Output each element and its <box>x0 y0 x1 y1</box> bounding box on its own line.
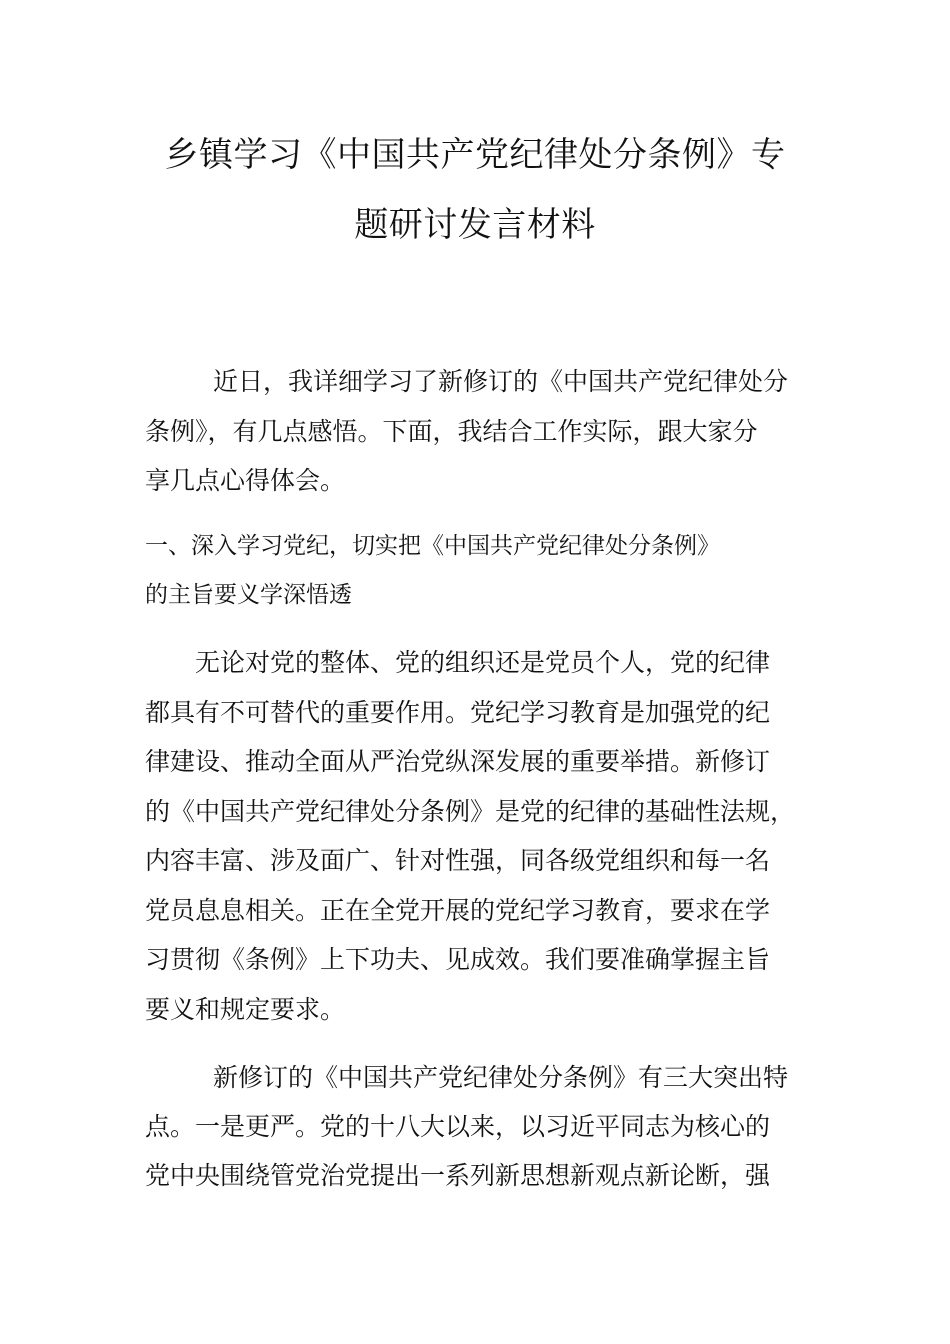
paragraph-2-line-4: 的《中国共产党纪律处分条例》是党的纪律的基础性法规， <box>145 797 796 826</box>
paragraph-3-line-1: 新修订的《中国共产党纪律处分条例》有三大突出特 <box>213 1063 789 1092</box>
document-title-line-2: 题研讨发言材料 <box>354 205 596 245</box>
section-heading-line-2: 的主旨要义学深悟透 <box>145 582 352 608</box>
document-title-line-1: 乡镇学习《中国共产党纪律处分条例》专 <box>164 135 786 175</box>
section-heading-line-1: 一、深入学习党纪，切实把《中国共产党纪律处分条例》 <box>145 533 720 559</box>
paragraph-2-line-1: 无论对党的整体、党的组织还是党员个人，党的纪律 <box>195 648 771 677</box>
paragraph-3-line-3: 党中央围绕管党治党提出一系列新思想新观点新论断，强 <box>145 1161 771 1190</box>
paragraph-2-line-8: 要义和规定要求。 <box>145 995 346 1024</box>
paragraph-1-line-1: 近日，我详细学习了新修订的《中国共产党纪律处分 <box>213 367 789 396</box>
paragraph-2-line-7: 习贯彻《条例》上下功夫、见成效。我们要准确掌握主旨 <box>145 945 771 974</box>
paragraph-1-line-3: 享几点心得体会。 <box>145 466 346 495</box>
paragraph-3-line-2: 点。一是更严。党的十八大以来，以习近平同志为核心的 <box>145 1112 771 1141</box>
paragraph-2-line-3: 律建设、推动全面从严治党纵深发展的重要举措。新修订 <box>145 747 771 776</box>
paragraph-2-line-5: 内容丰富、涉及面广、针对性强，同各级党组织和每一名 <box>145 846 771 875</box>
paragraph-2-line-6: 党员息息相关。正在全党开展的党纪学习教育，要求在学 <box>145 896 771 925</box>
paragraph-2-line-2: 都具有不可替代的重要作用。党纪学习教育是加强党的纪 <box>145 698 771 727</box>
paragraph-1-line-2: 条例》，有几点感悟。下面，我结合工作实际，跟大家分 <box>145 417 758 446</box>
